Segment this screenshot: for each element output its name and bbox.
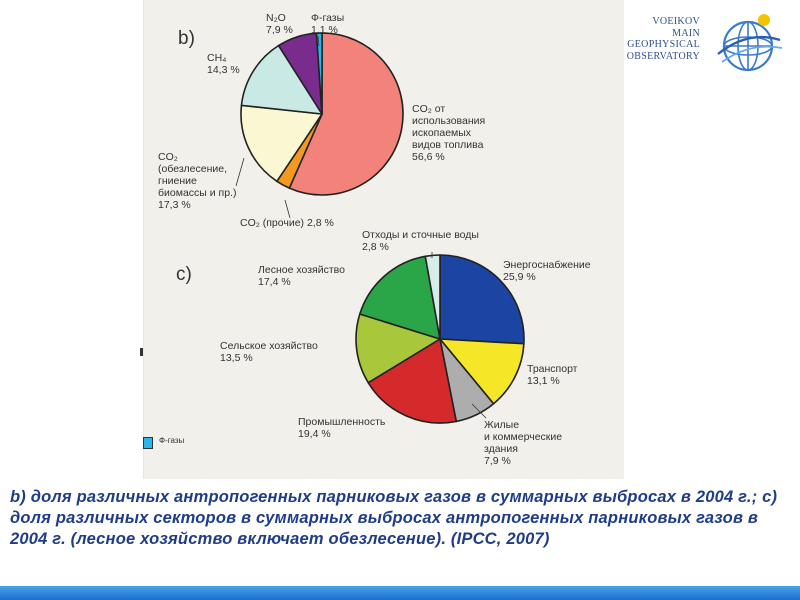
globe-icon [714, 12, 786, 76]
slice-label: CO₂ (прочие) 2,8 % [240, 217, 334, 229]
logo-line-2: MAIN [672, 27, 700, 39]
observatory-logo [618, 10, 800, 80]
figure-caption: b) доля различных антропогенных парниковых газов в суммарных выбросах в 2004 г.; c) доля различных секторов в суммарных выбросах антропогенных парниковых газов в 2004 г. (лесное хозяйство включает обезлесение). (IPCC, 2007) [10, 488, 778, 548]
panel-letter: b) [178, 28, 195, 49]
slice-label: CH₄ 14,3 % [207, 52, 240, 76]
slice-label: Жилые и коммерческие здания 7,9 % [484, 419, 563, 467]
leader-line [236, 158, 244, 186]
slice-label: CO₂ от использования ископаемых видов топлива 56,6 % [412, 103, 486, 163]
figure-panel [143, 0, 624, 479]
pie-chart-b [158, 12, 485, 229]
slice-label: N₂O 7,9 % [266, 12, 293, 36]
slice-label: Отходы и сточные воды 2,8 % [362, 229, 479, 253]
slice-label: Сельское хозяйство 13,5 % [220, 340, 318, 364]
legend-swatch-fgases [143, 437, 153, 449]
charts-svg [143, 0, 624, 479]
footer-bar [0, 586, 800, 600]
slice-label: Лесное хозяйство 17,4 % [258, 264, 345, 288]
panel-letter: c) [176, 264, 192, 285]
logo-line-1: VOEIKOV [652, 16, 700, 27]
slice-label: Промышленность 19,4 % [298, 416, 386, 440]
logo-line-3: GEOPHYSICAL [627, 39, 700, 50]
logo-line-4: OBSERVATORY [626, 50, 700, 62]
pie-chart-c [176, 229, 591, 467]
legend-label-fgases: Ф-газы [159, 436, 185, 445]
slice-label: CO₂ (обезлесение, гниение биомассы и пр.) 17,3 % [158, 151, 237, 211]
axis-tick-mark [140, 348, 143, 356]
legend-stub [143, 436, 203, 450]
slice-label: Транспорт 13,1 % [527, 363, 578, 387]
slice-label: Ф-газы 1,1 % [311, 12, 345, 36]
slice-label: Энергоснабжение 25,9 % [503, 259, 591, 283]
leader-line [285, 200, 290, 218]
logo-text [627, 16, 700, 62]
